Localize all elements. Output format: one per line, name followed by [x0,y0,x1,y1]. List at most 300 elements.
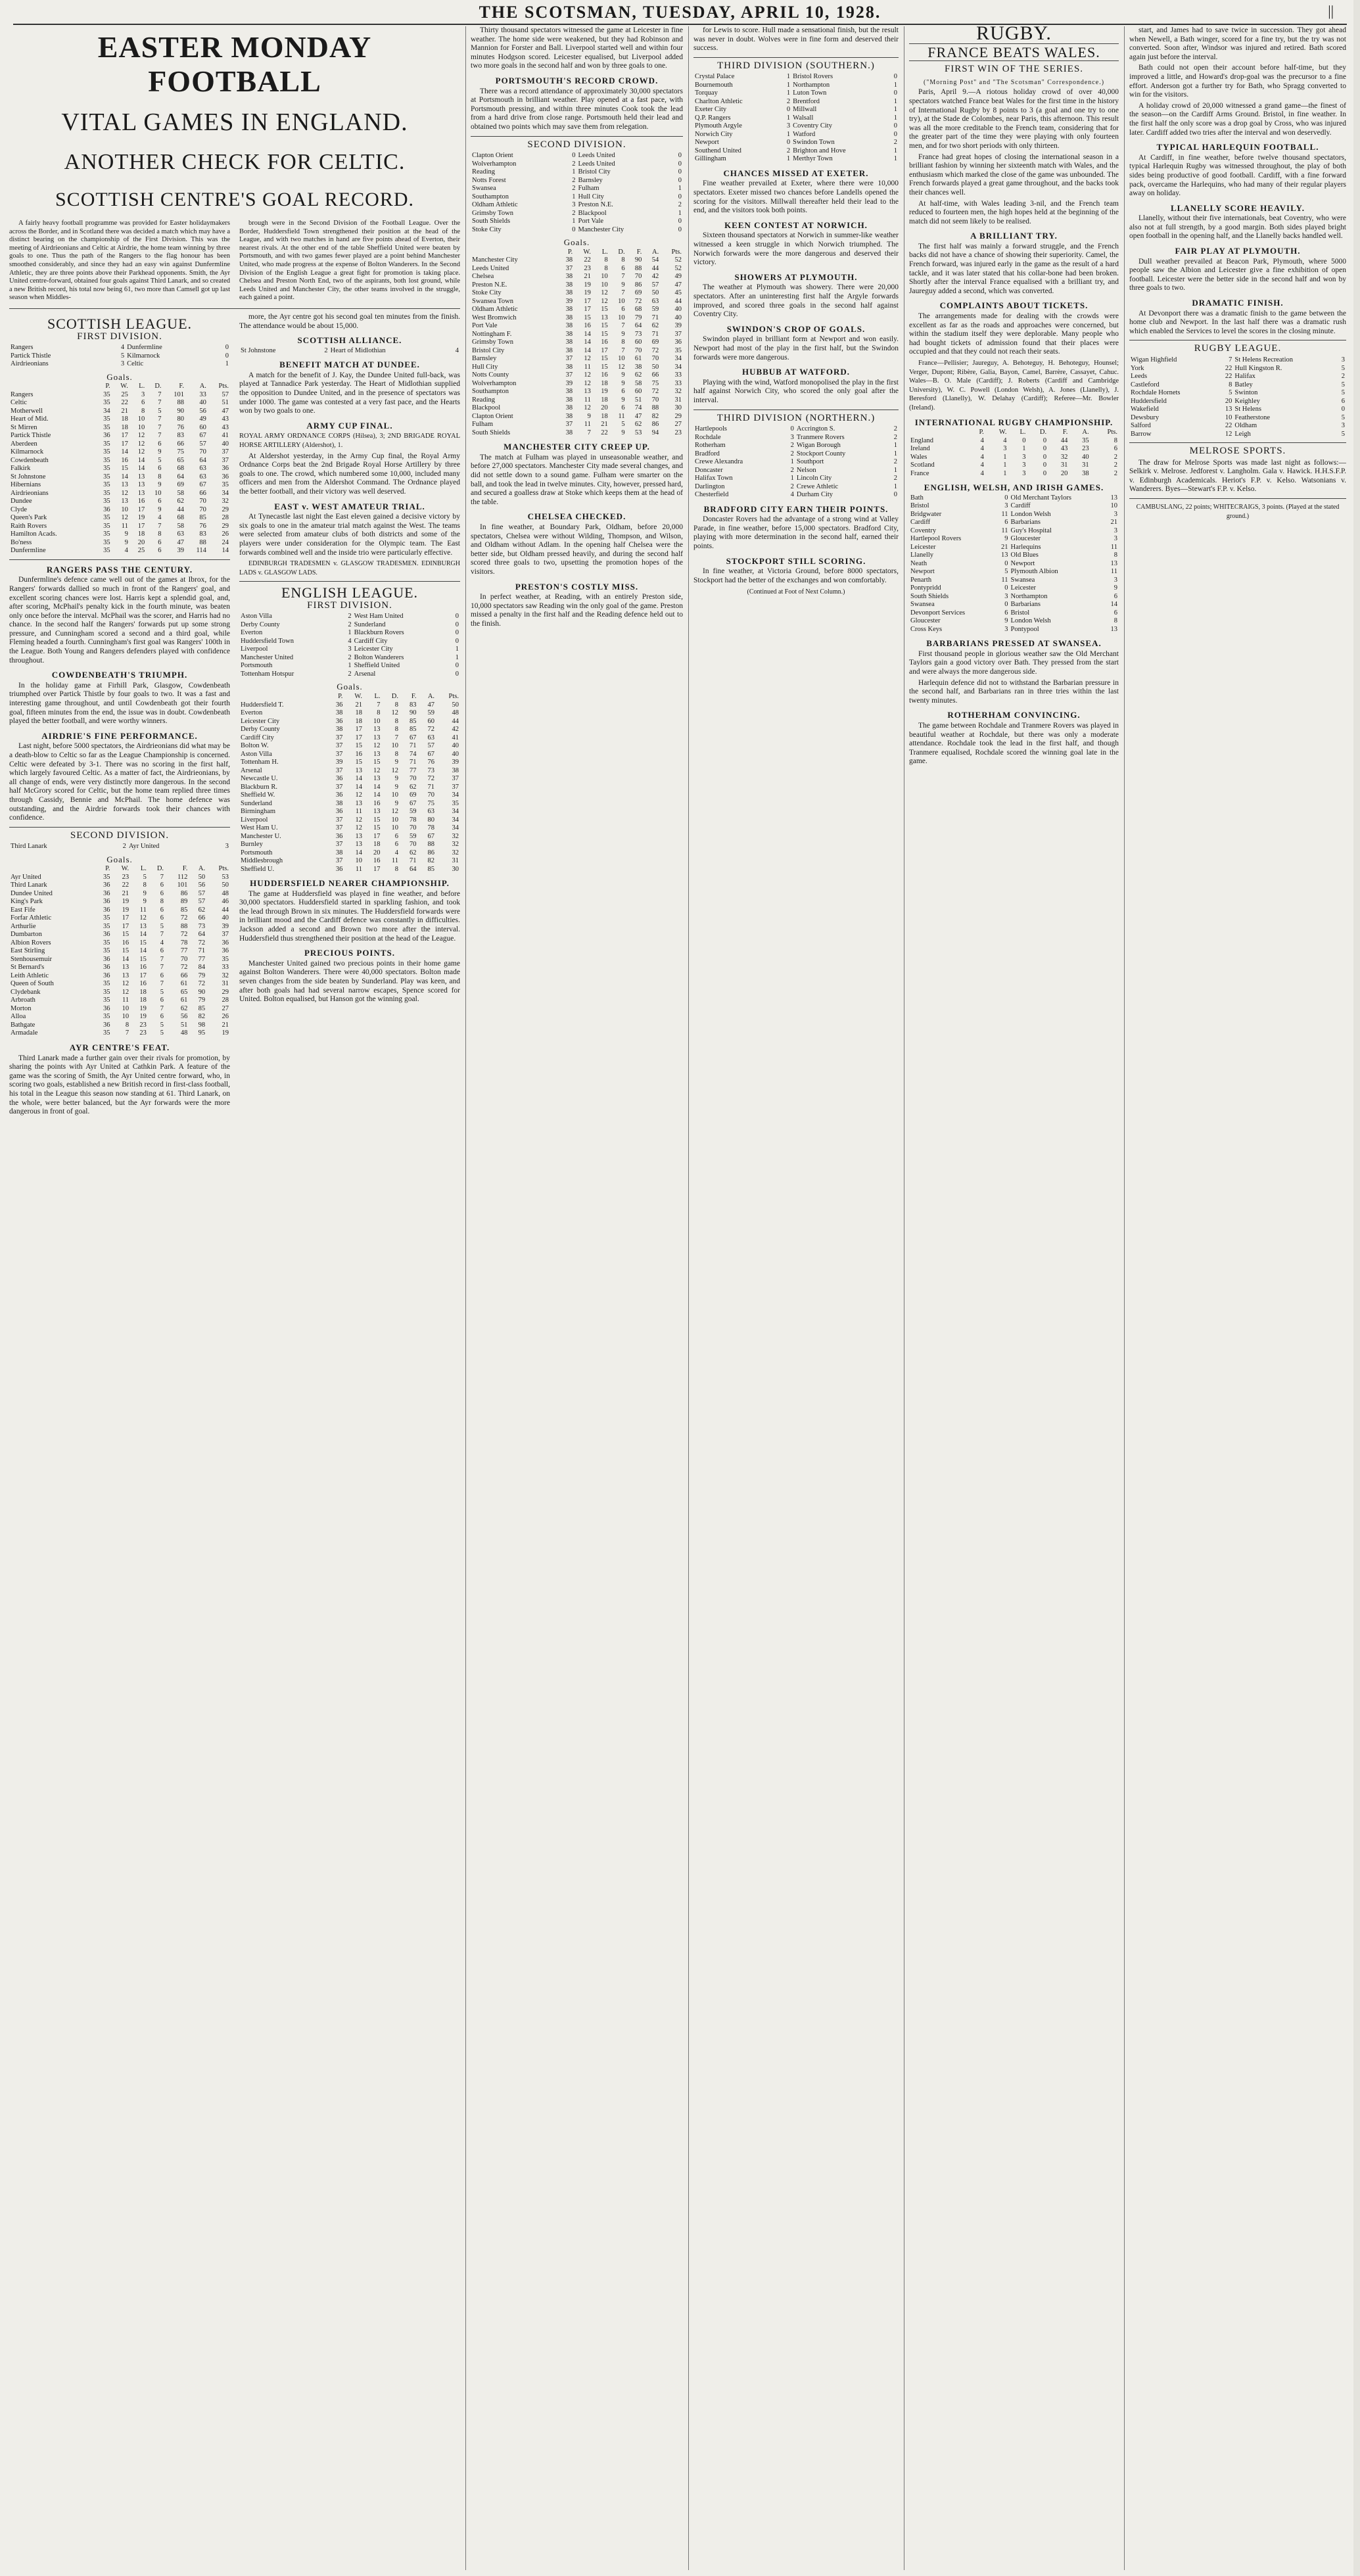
stat-cell: 20 [373,849,381,856]
stat-cell: 7 [160,955,164,963]
result-row [471,201,683,210]
table-row [471,388,683,396]
rugby-text-1: Paris, April 9.—A riotous holiday crowd of over 40,000 spectators watched France beat Wales for the first time in the history of International Rugby by 8 points to 3 (a goal and one try to one try), at the Stade de Colombes, near Paris, this afternoon. This result was all the more creditable to the French team, considering that for the greater part of the time they were playing with only fourteen men, and for two short periods with only thirteen. [909,88,1119,150]
stat-cell: 88 [427,841,435,849]
norwich-heading: KEEN CONTEST AT NORWICH. [724,220,868,230]
stat-cell: 69 [177,481,185,489]
stat-cell: 59 [410,808,417,816]
stat-cell: 34 [674,355,682,363]
stat-cell: 37 [674,330,682,338]
stat-cell: 33 [674,379,682,387]
stat-cell: 9 [394,759,398,766]
score: 13 [1001,551,1008,559]
score: 3 [572,201,576,209]
stat-cell: 72 [198,980,206,988]
stat-cell: 36 [103,432,110,440]
score: 1 [455,653,459,661]
column-header: P. [105,383,110,390]
dramatic-heading: DRAMATIC FINISH. [1192,298,1284,308]
team-name: Motherwell [11,407,43,415]
team-name: Barbarians [1010,519,1041,527]
score: 2 [572,176,576,184]
score: 2 [790,466,794,474]
page-edge-mark: || [1328,3,1334,19]
stat-cell: 47 [177,538,185,546]
team-name: King's Park [11,898,43,906]
score: 5 [120,352,125,360]
team-name: Chesterfield [695,491,729,499]
stat-cell: 7 [158,522,162,530]
first-division-heading: FIRST DIVISION. [77,331,162,342]
stat-cell: 19 [584,281,591,289]
score: 8 [1114,617,1117,625]
stat-cell: 88 [177,399,185,407]
stat-cell: 11 [584,396,591,404]
column-rule [465,26,466,2570]
team-name: Hull City [472,363,498,371]
stat-cell: 62 [410,783,417,791]
stat-cell: 34 [674,363,682,371]
first-division-table [9,383,230,555]
stat-cell: 75 [177,448,185,456]
score: 0 [455,613,459,621]
sub-headline-record: SCOTTISH CENTRE'S GOAL RECORD. [55,189,414,210]
score: 2 [893,458,897,466]
stat-cell: 82 [427,857,435,865]
table-row [909,437,1119,446]
divider [9,308,460,309]
table-row [471,413,683,421]
score: 2 [893,425,897,433]
stat-cell: 35 [103,1013,110,1021]
team-name: Falkirk [11,465,31,473]
stat-cell: 35 [103,456,110,464]
stat-cell: 39 [335,759,343,766]
score: 1 [455,645,459,653]
byline: ("Morning Post" and "The Scotsman" Correspondence.) [923,78,1105,86]
team-name: Huddersfield T. [241,701,284,709]
stat-cell: 23 [584,264,591,272]
column-header: P. [338,693,343,701]
stat-cell: 15 [373,824,381,832]
stat-cell: 14 [584,339,591,346]
team-name: Clapton Orient [472,152,513,160]
score: 3 [1114,510,1117,518]
score: 10 [1110,502,1117,510]
table-row [471,347,683,356]
team-name: Portsmouth [241,662,273,670]
stat-cell: 5 [160,1029,164,1037]
stat-cell: 17 [373,865,381,873]
stat-cell: 4 [160,939,164,947]
stat-cell: 2 [1114,453,1117,461]
stat-cell: 60 [427,717,435,725]
score: 14 [1110,601,1117,609]
stat-cell: 40 [1082,453,1089,461]
score: 1 [790,475,794,482]
stat-cell: 36 [103,955,110,963]
stat-cell: 29 [222,988,229,996]
stockport-heading: STOCKPORT STILL SCORING. [726,555,866,566]
english-first-results [239,613,460,678]
stat-cell: 71 [651,314,659,321]
team-name: Brighton and Hove [793,147,846,154]
english-first-division-heading: FIRST DIVISION. [307,599,392,611]
score: 8 [1229,381,1232,388]
result-row [693,450,899,459]
stat-cell: 38 [335,709,343,717]
chelsea-text: In fine weather, at Boundary Park, Oldham, before 20,000 spectators, Chelsea were without Wilding, Thompson, and Wilson, and Oldham without Adlam. In the opening half Chelsea were the better side, but Oldham pressed heavily, and during the second half scored three goals to two, upsetting the promotion hopes of the visitors. [471,523,683,576]
stat-cell: 8 [394,717,398,725]
table-row [239,849,460,858]
stat-cell: 15 [584,314,591,321]
international-heading: INTERNATIONAL RUGBY CHAMPIONSHIP. [914,417,1114,427]
stat-cell: 32 [452,841,459,849]
team-name: Bridgwater [910,510,942,518]
team-name: Cardiff [910,519,931,527]
team-name: Bristol City [578,168,611,176]
stat-cell: 0 [1043,445,1047,453]
team-name: Keighley [1234,397,1260,405]
stat-cell: 69 [634,289,642,297]
team-name: Barrow [1131,430,1152,438]
table-row [9,490,230,498]
col6-second-text: Bath could not open their account before half-time, but they improved a little, and Howard's drop-goal was the precursor to a fine effort. Anderson got a further try for Bath, who Spragg converted to win for the visitors. [1129,64,1346,99]
stat-cell: 70 [410,775,417,783]
column-header: W. [583,248,591,256]
score: 5 [1341,364,1345,372]
stat-cell: 6 [160,881,164,889]
team-name: Manchester City [472,256,518,264]
third-north-heading: THIRD DIVISION (NORTHERN.) [716,412,876,423]
table-row [9,539,230,548]
stat-cell: 68 [634,306,642,314]
team-name: Sunderland [354,621,386,628]
team-name: Manchester City [578,225,624,233]
stat-cell: 15 [601,363,608,371]
column-header: D. [1039,429,1047,436]
column-header: Pts. [218,865,229,873]
stat-cell: 35 [103,996,110,1004]
result-row [909,519,1119,527]
score: 0 [455,637,459,645]
stat-cell: 15 [355,759,362,766]
score: 3 [1004,625,1008,633]
result-row [1129,406,1346,414]
team-name: Lincoln City [796,475,832,482]
stat-cell: 25 [137,547,145,555]
team-name: Millwall [793,106,817,114]
stat-cell: 10 [391,824,398,832]
team-name: Cardiff City [241,734,274,741]
airdrie-heading: AIRDRIE'S FINE PERFORMANCE. [41,730,198,741]
stat-cell: 38 [565,281,573,289]
stat-cell: 7 [158,432,162,440]
stat-cell: 72 [427,726,435,734]
table-row [9,523,230,531]
stat-cell: 14 [584,346,591,354]
team-name: Kilmarnock [11,448,44,456]
stat-cell: 69 [651,339,659,346]
result-row [239,662,460,670]
stat-cell: 43 [1060,445,1068,453]
stat-cell: 14 [122,955,129,963]
team-name: East Fife [11,906,35,914]
stat-cell: 6 [621,388,625,396]
score: 0 [455,629,459,637]
stat-cell: 66 [199,489,206,497]
result-row [909,535,1119,544]
team-name: Clyde [11,505,28,513]
team-name: Airdrieonians [11,360,49,368]
col2-first-text: more, the Ayr centre got his second goal ten minutes from the finish. The attendance would be about 15,000. [239,312,460,330]
score: 0 [455,662,459,670]
score: 1 [678,209,682,217]
stat-cell: 10 [137,415,145,423]
team-name: Tottenham H. [241,759,279,766]
rugby-text-2: France had great hopes of closing the international season in a brilliant fashion by winning her sixteenth match with Wales, and the enthusiasm which marked the close of the game was unbounded. The French forwards played a great game throughout, and the backs took their chances well. [909,152,1119,197]
stat-cell: 35 [103,399,110,407]
portsmouth-heading: PORTSMOUTH'S RECORD CROWD. [495,75,659,85]
stat-cell: 10 [137,423,145,431]
stat-cell: 85 [180,906,188,914]
table-row [471,404,683,413]
team-name: Sheffield U. [241,865,275,873]
stat-cell: 57 [198,889,206,897]
team-name: Dumbarton [11,931,42,939]
alliance-results [239,347,460,356]
score: 2 [786,97,791,105]
table-row [471,380,683,388]
masthead [0,0,1360,22]
stat-cell: 72 [180,964,188,972]
team-name: Crystal Palace [695,73,735,81]
team-name: Hull Kingston R. [1234,364,1282,372]
table-row [239,759,460,767]
stat-cell: 86 [180,889,188,897]
huddersfield-text: The game at Huddersfield was played in fine weather, and before 30,000 spectators. Huddersfield started in sparkling fashion, and took the lead through Brown in six minutes. The Huddersfield forwards were in brilliant mood and the Cardiff defence was constantly in difficulties. Jackson added a second and Brown two more after the interval. Huddersfield thus strengthened their position at the head of the League. [239,889,460,943]
stat-cell: 85 [410,726,417,734]
team-name: Notts County [472,371,509,379]
team-name: Third Lanark [11,881,47,889]
stat-cell: 43 [222,415,229,423]
stat-cell: 12 [373,766,381,774]
score: 6 [1114,592,1117,600]
column-header: D. [391,693,398,701]
column-header: A. [427,693,435,701]
table-row [239,709,460,718]
stat-cell: 57 [199,440,206,448]
team-name: Swansea [910,601,935,609]
harlequin-text: Harlequin defence did not to withstand the Barbarian pressure in the second half, and Barbarians ran in three tries within the last twenty minutes. [909,678,1119,705]
stat-cell: 51 [634,396,642,404]
score: 11 [1110,543,1117,551]
table-row [239,784,460,792]
stat-cell: 74 [410,750,417,758]
table-row [239,734,460,743]
stat-cell: 98 [198,1021,206,1029]
stat-cell: 12 [584,404,591,412]
stat-cell: 36 [103,931,110,939]
team-name: Devonport Services [910,609,966,617]
table-row [9,923,230,931]
score: 1 [225,360,229,368]
column-header: Pts. [448,693,459,701]
team-name: Huddersfield [1131,397,1167,405]
team-name: Leicester City [354,645,393,653]
score: 0 [893,130,897,138]
team-name: Wigan Borough [796,442,841,450]
table-row [471,281,683,290]
stat-cell: 85 [199,514,206,522]
stat-cell: 16 [601,339,608,346]
score: 0 [678,218,682,225]
stat-cell: 44 [222,906,229,914]
stat-cell: 35 [103,988,110,996]
table-row [239,718,460,726]
stat-cell: 15 [122,931,129,939]
stat-cell: 16 [373,799,381,807]
stat-cell: 9 [621,371,625,379]
llanelly-heading: LLANELLY SCORE HEAVILY. [1171,202,1305,213]
stat-cell: 66 [651,371,659,379]
team-name: Southampton [472,193,509,200]
team-name: Queen's Park [11,514,47,522]
rugby-heading: RUGBY. [976,26,1052,44]
result-row [9,843,230,851]
stat-cell: 23 [1082,445,1089,453]
team-name: Birmingham [241,808,276,816]
stat-cell: 60 [634,339,642,346]
score: 0 [1341,406,1345,413]
stat-cell: 52 [674,264,682,272]
stat-cell: 35 [103,947,110,955]
stat-cell: 21 [122,889,129,897]
stat-cell: 17 [355,734,362,741]
score: 1 [893,81,897,89]
stat-cell: 11 [584,421,591,429]
stat-cell: 39 [674,322,682,330]
stat-cell: 71 [410,857,417,865]
stat-cell: 77 [180,947,188,955]
stat-cell: 19 [122,898,129,906]
team-name: Stoke City [472,225,502,233]
stat-cell: 35 [103,473,110,480]
stat-cell: 61 [180,980,188,988]
stat-cell: 6 [394,841,398,849]
stat-cell: 10 [391,816,398,824]
stat-cell: 10 [391,791,398,799]
result-row [239,638,460,646]
stat-cell: 8 [158,530,162,538]
score: 9 [1004,617,1008,625]
stat-cell: 7 [621,273,625,281]
stat-cell: 49 [199,415,206,423]
column-header: A. [652,248,659,256]
team-name: St Johnstone [11,473,46,480]
stat-cell: 23 [139,1021,147,1029]
stat-cell: 66 [177,440,185,448]
result-row [1129,414,1346,423]
stat-cell: 35 [222,955,229,963]
stat-cell: 90 [198,988,206,996]
score: 11 [1110,568,1117,576]
third-south-heading: THIRD DIVISION (SOUTHERN.) [717,60,875,71]
table-row [909,470,1119,479]
team-name: Derby County [241,726,280,734]
score: 9 [1004,535,1008,543]
table-row [9,506,230,515]
team-name: Crewe Athletic [796,482,839,490]
team-name: Swansea [472,185,496,193]
preston-heading: PRESTON'S COSTLY MISS. [515,581,639,592]
stat-cell: 37 [335,857,343,865]
stat-cell: 32 [674,388,682,396]
team-name: Scotland [910,461,935,469]
team-name: Darlington [695,482,725,490]
table-row [9,473,230,482]
score: 2 [893,475,897,482]
complaints-text: The arrangements made for dealing with the crowds were excellent as far as the roads and approaches were concerned, but within the stadium itself they were deplorable. Many people who had bought tickets of admission found that their places were occupied and that they could not reach their seats. [909,312,1119,356]
stat-cell: 67 [427,750,435,758]
stat-cell: 7 [158,399,162,407]
stat-cell: 88 [651,404,659,412]
column-header: A. [198,865,206,873]
stat-cell: 37 [335,816,343,824]
stat-cell: 34 [452,816,459,824]
stat-cell: 28 [222,996,229,1004]
stat-cell: 11 [355,808,362,816]
table-row [9,956,230,964]
table-row [471,331,683,339]
stat-cell: 6 [621,306,625,314]
rangers-heading: RANGERS PASS THE CENTURY. [46,564,193,574]
stat-cell: 11 [584,363,591,371]
swindon-text: Swindon played in brilliant form at Newport and won easily. Newport had most of the play in the first half, but the Swindon forwards were more dangerous. [693,335,899,362]
score: 2 [324,346,328,354]
team-name: Featherstone [1234,413,1271,421]
stat-cell: 71 [410,742,417,750]
bradford-heading: BRADFORD CITY EARN THEIR POINTS. [703,503,889,514]
stat-cell: 17 [122,914,129,922]
stat-cell: 35 [674,346,682,354]
stat-cell: 6 [160,947,164,955]
score: 5 [1341,430,1345,438]
stat-cell: 34 [452,791,459,799]
intro-block [9,220,460,304]
second-division-heading: SECOND DIVISION. [70,830,170,841]
score: 2 [790,482,794,490]
score: 2 [790,450,794,457]
stat-cell: 37 [565,371,573,379]
stat-cell: 17 [121,432,128,440]
stat-cell: 15 [601,330,608,338]
stat-cell: 1 [1022,445,1026,453]
team-name: Plymouth Argyle [695,122,742,130]
stat-cell: 58 [177,489,185,497]
team-name: Wigan Highfield [1131,356,1177,363]
table-row [471,363,683,372]
result-row [239,613,460,621]
stat-cell: 7 [621,322,625,330]
result-row [471,210,683,218]
table-row [9,914,230,923]
stat-cell: 14 [137,465,145,473]
stat-cell: 15 [139,939,147,947]
column-header: A. [199,383,206,390]
stat-cell: 35 [103,423,110,431]
complaints-heading: COMPLAINTS ABOUT TICKETS. [939,300,1089,311]
